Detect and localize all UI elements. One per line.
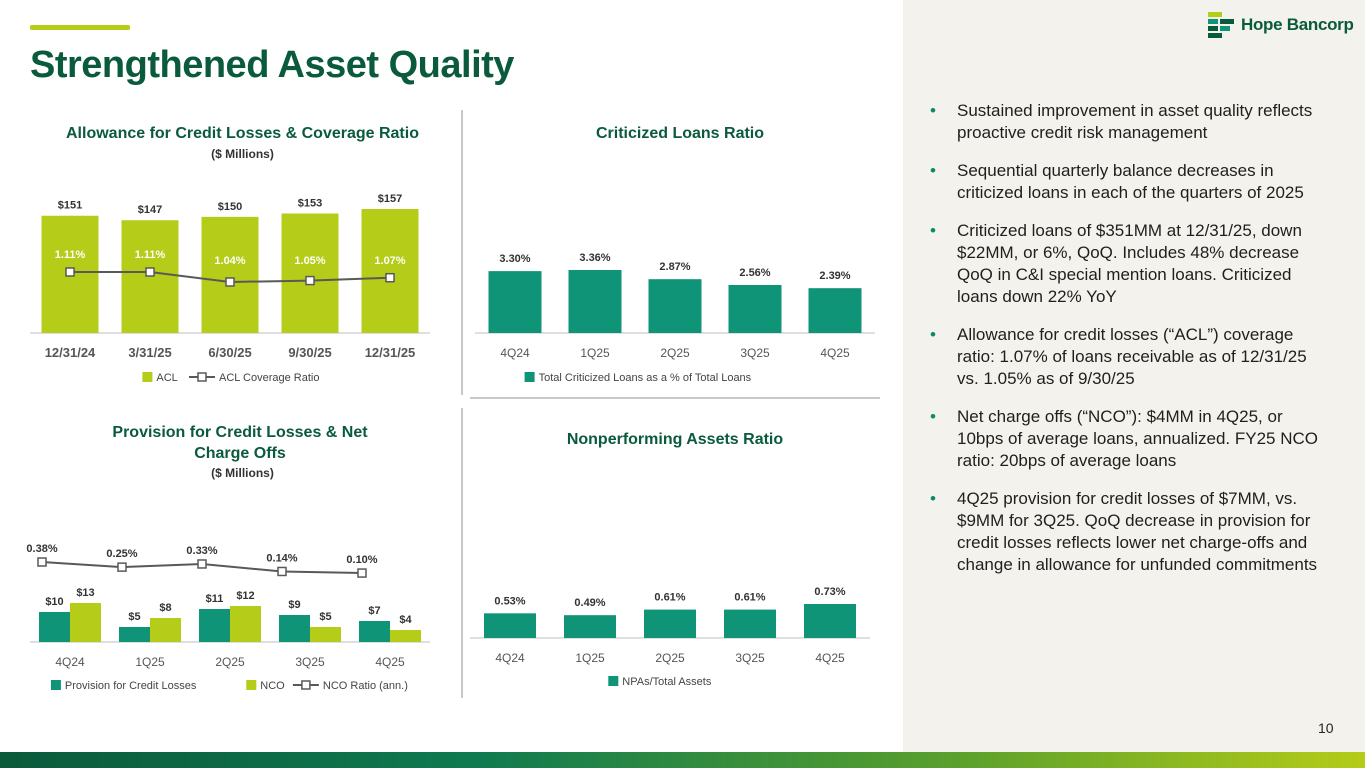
nco-ratio-label: 0.33% [186, 544, 218, 557]
bullet-text: Criticized loans of $351MM at 12/31/25, down $22MM, or 6%, QoQ. Includes 48% decrease QoQ in C&I special mention loans. Criticized loans down 22% YoY [957, 221, 1302, 306]
chart-subtitle-provision: ($ Millions) [211, 466, 274, 480]
criticized-bar-label: 3.30% [499, 253, 531, 266]
bullet-item [930, 488, 1330, 576]
acl-coverage-chart [30, 170, 455, 395]
bullet-icon: • [930, 101, 936, 120]
acl-bar [202, 217, 259, 333]
hope-bancorp-logo-icon [1208, 12, 1236, 38]
chart-title-npa: Nonperforming Assets Ratio [566, 431, 784, 448]
legend-swatch [51, 680, 61, 690]
criticized-bar [489, 271, 542, 333]
provision-bar [39, 612, 70, 642]
coverage-ratio-label: 1.05% [294, 255, 326, 267]
provision-bar-label: $11 [205, 593, 224, 605]
acl-bar-label: $150 [217, 200, 243, 213]
nco-bar [230, 606, 261, 642]
criticized-bar-label: 2.87% [659, 261, 691, 274]
bullet-icon: • [930, 489, 936, 508]
nco-ratio-label: 0.25% [106, 548, 138, 561]
x-tick-label: 3Q25 [735, 651, 765, 665]
coverage-ratio-marker [146, 268, 154, 276]
criticized-bar-label: 3.36% [579, 252, 611, 264]
chart-title-provision: Provision for Credit Losses & Net Charge Offs [112, 424, 368, 462]
divider-vertical-top [461, 110, 463, 395]
provision-bar-label: $7 [368, 605, 381, 617]
acl-bar-label: $151 [57, 199, 83, 212]
provision-bar [359, 621, 390, 642]
criticized-loans-chart [475, 170, 875, 395]
legend-label: ACL Coverage Ratio [219, 372, 320, 384]
legend-label: NPAs/Total Assets [622, 676, 712, 688]
legend-marker-swatch [198, 373, 206, 381]
page-number: 10 [1318, 720, 1334, 736]
nco-bar-label: $13 [76, 587, 95, 599]
acl-bar-label: $153 [297, 197, 323, 210]
x-tick-label: 2Q25 [655, 651, 685, 665]
footer-stripe [0, 752, 1365, 768]
criticized-bar-label: 2.56% [739, 267, 771, 279]
bullet-icon: • [930, 325, 936, 344]
nco-ratio-label: 0.10% [346, 554, 378, 567]
legend-label: Total Criticized Loans as a % of Total Loans [538, 372, 752, 384]
legend-label: Provision for Credit Losses [64, 680, 197, 692]
npa-bar-label: 0.61% [654, 591, 686, 604]
provision-bar-label: $5 [128, 611, 141, 623]
npa-bar [724, 610, 776, 638]
x-tick-label: 4Q24 [55, 655, 85, 669]
nco-bar [390, 630, 421, 642]
bullet-item [930, 406, 1330, 472]
acl-bar [362, 209, 419, 333]
nco-ratio-marker [118, 563, 126, 571]
coverage-ratio-marker [66, 268, 74, 276]
nco-ratio-label: 0.14% [266, 552, 298, 565]
nco-bar-label: $12 [236, 590, 255, 602]
nco-ratio-label: 0.38% [26, 543, 58, 555]
bullet-list [930, 100, 1330, 592]
x-tick-label: 3Q25 [295, 655, 325, 669]
legend-marker-swatch [302, 681, 310, 689]
x-tick-label: 12/31/25 [364, 345, 416, 360]
legend-swatch [246, 680, 256, 690]
bullet-text: 4Q25 provision for credit losses of $7MM, vs. $9MM for 3Q25. QoQ decrease in provision for credit losses reflects lower net charge-offs and change in allowance for unfunded commitments [957, 489, 1318, 574]
legend-label: NCO [260, 680, 285, 692]
provision-bar [279, 615, 310, 642]
provision-bar [199, 609, 230, 642]
bullet-item [930, 324, 1330, 390]
bullet-item [930, 100, 1330, 144]
nco-bar-label: $4 [399, 614, 412, 626]
bullet-item [930, 160, 1330, 204]
nco-bar [70, 603, 101, 642]
brand-name: Hope Bancorp [1241, 15, 1354, 34]
bullet-item [930, 220, 1330, 308]
x-tick-label: 3Q25 [740, 346, 770, 360]
npa-bar-label: 0.53% [494, 595, 526, 608]
x-tick-label: 4Q25 [375, 655, 405, 669]
npa-bar [644, 610, 696, 638]
x-tick-label: 2Q25 [660, 346, 690, 360]
x-tick-label: 1Q25 [580, 346, 610, 360]
chart-title-acl: Allowance for Credit Losses & Coverage Ratio [66, 125, 419, 142]
criticized-bar [729, 285, 782, 333]
bullet-text: Net charge offs (“NCO”): $4MM in 4Q25, or 10bps of average loans, annualized. FY25 NCO ratio: 20bps of average loans [957, 407, 1319, 470]
acl-bar-label: $157 [377, 193, 403, 205]
provision-bar-label: $9 [288, 599, 301, 611]
x-tick-label: 9/30/25 [288, 345, 332, 360]
brand-logo [1208, 12, 1354, 38]
npa-bar-label: 0.73% [814, 586, 846, 598]
nco-ratio-marker [38, 558, 46, 566]
legend-swatch [142, 372, 152, 382]
coverage-ratio-label: 1.11% [134, 249, 166, 261]
bullet-text: Sequential quarterly balance decreases in criticized loans in each of the quarters of 2025 [957, 161, 1304, 202]
bullet-icon: • [930, 161, 936, 180]
nco-bar [150, 618, 181, 642]
provision-nco-chart [26, 485, 455, 700]
acl-bar [282, 213, 339, 333]
provision-bar [119, 627, 150, 642]
chart-title-criticized: Criticized Loans Ratio [595, 125, 765, 142]
x-tick-label: 1Q25 [575, 651, 605, 665]
divider-vertical-bottom [461, 408, 463, 698]
x-tick-label: 12/31/24 [44, 345, 96, 360]
npa-bar-label: 0.49% [574, 597, 606, 610]
legend-label: NCO Ratio (ann.) [322, 680, 408, 692]
bullet-text: Sustained improvement in asset quality reflects proactive credit risk management [957, 101, 1313, 142]
x-tick-label: 2Q25 [215, 655, 245, 669]
bullet-text: Allowance for credit losses (“ACL”) coverage ratio: 1.07% of loans receivable as of 12/31/25 vs. 1.05% as of 9/30/25 [957, 325, 1307, 388]
nco-ratio-marker [198, 560, 206, 568]
x-tick-label: 3/31/25 [128, 345, 172, 360]
divider-horizontal [470, 397, 880, 399]
nco-bar-label: $5 [319, 611, 332, 623]
x-tick-label: 4Q25 [815, 651, 845, 665]
criticized-bar [569, 270, 622, 333]
x-tick-label: 4Q25 [820, 346, 850, 360]
npa-bar [484, 613, 536, 638]
coverage-ratio-label: 1.07% [374, 255, 406, 267]
chart-subtitle-acl: ($ Millions) [211, 147, 274, 161]
acl-bar-label: $147 [137, 204, 163, 217]
criticized-bar-label: 2.39% [819, 270, 851, 283]
coverage-ratio-marker [386, 274, 394, 282]
legend-swatch [525, 372, 535, 382]
npa-bar-label: 0.61% [734, 591, 766, 604]
x-tick-label: 4Q24 [495, 651, 525, 665]
criticized-bar [649, 279, 702, 333]
coverage-ratio-label: 1.04% [214, 255, 246, 267]
x-tick-label: 1Q25 [135, 655, 165, 669]
bullet-icon: • [930, 407, 936, 426]
nonperforming-assets-chart [470, 485, 880, 700]
coverage-ratio-marker [226, 278, 234, 286]
title-accent-bar [30, 25, 130, 30]
legend-swatch [608, 676, 618, 686]
legend-label: ACL [156, 372, 178, 384]
bullet-icon: • [930, 221, 936, 240]
nco-bar [310, 627, 341, 642]
provision-bar-label: $10 [45, 596, 64, 608]
npa-bar [804, 604, 856, 638]
nco-ratio-marker [278, 567, 286, 575]
page-title: Strengthened Asset Quality [30, 44, 514, 86]
nco-bar-label: $8 [159, 602, 172, 614]
x-tick-label: 4Q24 [500, 346, 530, 360]
x-tick-label: 6/30/25 [208, 345, 252, 360]
criticized-bar [809, 288, 862, 333]
npa-bar [564, 615, 616, 638]
nco-ratio-marker [358, 569, 366, 577]
coverage-ratio-label: 1.11% [54, 249, 86, 261]
coverage-ratio-marker [306, 277, 314, 285]
